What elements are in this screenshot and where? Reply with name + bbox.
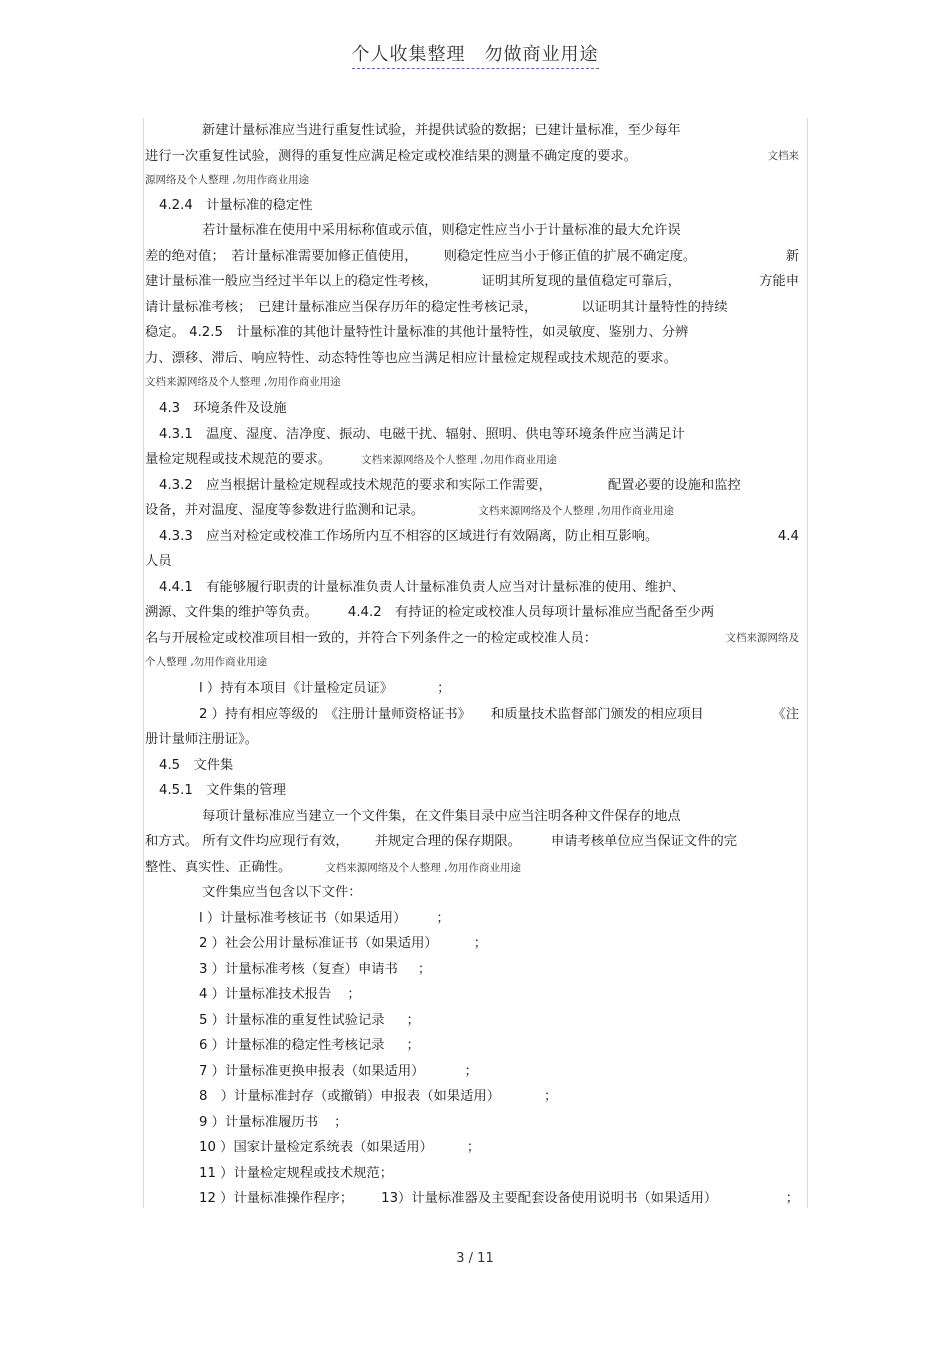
section-heading [145,549,805,575]
heading-text: 人员 [145,554,172,569]
paragraph-text: 进行一次重复性试验，测得的重复性应满足检定或校准结果的测量不确定度的要求。 [145,148,637,164]
source-note: 文档来源网络及 [725,631,799,644]
text-line [145,269,805,295]
list-item-sep: ； [406,1038,420,1053]
text-line [145,218,805,244]
paragraph-text: 4.3.2 应当根据计量检定规程或技术规范的要求和实际工作需要， [159,477,552,493]
text-line [145,473,805,499]
section-heading [145,193,805,219]
paragraph-text: 名与开展检定或校准项目相一致的，并符合下列条件之一的检定或校准人员： [145,630,598,646]
list-item-sep: ； [436,910,450,926]
list-item [145,1161,805,1187]
paragraph-text: 证明其所复现的量值稳定可靠后， [481,274,681,289]
heading-text: 4.5 文件集 [159,757,234,773]
header-text: 个人收集整理 勿做商业用途 [352,44,599,69]
list-item-text: 8 ）计量标准封存（或撤销）申报表（如果适用） [199,1089,500,1104]
list-item-sep: ； [464,1063,478,1079]
paragraph-text: 申请考核单位应当保证文件的完 [550,834,738,849]
paragraph-text: 配置必要的设施和监控 [607,477,741,493]
section-number: 4.4 [777,528,799,544]
source-note: 源网络及个人整理 ,勿用作商业用途 [145,174,310,186]
paragraph-text: 则稳定性应当小于修正值的扩展不确定度。 [443,248,697,264]
list-item-text: 12 ）计量标准操作程序； [199,1191,354,1206]
source-note: 个人整理 ,勿用作商业用途 [145,656,268,668]
text-line [145,320,805,346]
list-item-sep: ； [785,1191,799,1206]
list-item-sep: ； [417,961,432,977]
list-item-sep: ； [334,1114,348,1130]
section-heading [145,753,805,779]
list-item-text: 11 ）计量检定规程或技术规范； [199,1165,394,1181]
source-note: 文档来源网络及个人整理 ,勿用作商业用途 [361,454,557,466]
list-item-text: l ）持有本项目《计量检定员证》 [199,680,394,696]
list-item-sep: ； [347,987,361,1002]
list-item [145,957,805,983]
file-list [145,906,805,1187]
paragraph-text: 4.3.1 温度、湿度、洁净度、振动、电磁干扰、辐射、照明、供电等环境条件应当满足计 [159,426,685,442]
source-note: 文档来源网络及个人整理 ,勿用作商业用途 [478,505,674,517]
list-item [145,906,805,932]
paragraph-text: 稳定。 4.2.5 计量标准的其他计量特性计量标准的其他计量特性，如灵敏度、鉴别力、分辨 [145,325,689,340]
paragraph-text: 整性、真实性、正确性。 [145,859,292,875]
text-line [145,727,805,753]
text-line [145,295,805,321]
page-header [0,40,950,66]
text-line [145,447,805,473]
source-note: 文档来源网络及个人整理 ,勿用作商业用途 [325,861,521,874]
list-item [145,1059,805,1085]
text-line [145,804,805,830]
paragraph-text: 4.4.1 有能够履行职责的计量标准负责人计量标准负责人应当对计量标准的使用、维护、 [159,579,685,595]
list-item [145,931,805,957]
list-item-text: 册计量师注册证》。 [145,732,259,747]
text-line [145,498,805,524]
heading-text: 4.3 环境条件及设施 [159,400,287,416]
paragraph-text: 新 [785,248,799,264]
paragraph-text: 力、漂移、滞后、响应特性、动态特性等也应当满足相应计量检定规程或技术规范的要求。 [145,350,677,366]
list-item-sep: ； [473,936,488,951]
paragraph-text: 并规定合理的保存期限。 [374,834,521,849]
heading-text: 4.5.1 文件集的管理 [159,783,286,798]
source-note: 文档来源网络及个人整理 ,勿用作商业用途 [145,376,341,388]
list-item-sep: ； [544,1089,558,1104]
list-item-text: 4 ）计量标准技术报告 [199,987,332,1002]
paragraph-text: 差的绝对值； 若计量标准需要加修正值使用， [145,248,418,264]
list-item-text: 和质量技术监督部门颁发的相应项目 [490,706,704,722]
list-item-text: 2 ）持有相应等级的 《注册计量师资格证书》 [199,706,471,722]
text-line [145,346,805,372]
left-margin-line [143,118,144,1208]
list-item [145,1033,805,1059]
list-item-text: 《注 [772,706,799,722]
list-item-text: 7 ）计量标准更换申报表（如果适用） [199,1063,425,1079]
text-line [145,626,805,652]
list-item-text: 13）计量标准器及主要配套设备使用说明书（如果适用） [381,1191,718,1206]
list-item-text: 5 ）计量标准的重复性试验记录 [199,1012,385,1028]
document-body [145,118,805,1212]
text-line [145,855,805,881]
list-item [145,1186,805,1212]
list-item-text: l ）计量标准考核证书（如果适用） [199,910,407,926]
list-item [145,982,805,1008]
list-item [145,1110,805,1136]
paragraph-text: 新建计量标准应当进行重复性试验，并提供试验的数据；已建计量标准，至少每年 [202,123,681,138]
list-item-text: 3 ）计量标准考核（复查）申请书 [199,961,398,977]
paragraph-text: 文件集应当包含以下文件： [202,885,362,900]
page-number: 3 / 11 [456,1251,494,1266]
paragraph-text: 溯源、文件集的维护等负责。 [145,605,318,620]
text-line [145,600,805,626]
paragraph-text: 每项计量标准应当建立一个文件集，在文件集目录中应当注明各种文件保存的地点 [202,808,681,824]
paragraph-text: 和方式。 所有文件均应现行有效， [145,834,349,849]
paragraph-text: 4.4.2 有持证的检定或校准人员每项计量标准应当配备至少两 [347,605,715,620]
list-item [145,1135,805,1161]
list-item [145,675,805,702]
paragraph-text: 设备，并对温度、湿度等参数进行监测和记录。 [145,503,425,518]
paragraph-text: 建计量标准一般应当经过半年以上的稳定性考核， [145,274,438,289]
list-item-text: 6 ）计量标准的稳定性考核记录 [199,1038,385,1053]
text-line [145,169,805,193]
list-item-sep: ； [466,1140,481,1155]
text-line [145,880,805,906]
section-heading [145,395,805,422]
paragraph-text: 方能申 [759,274,799,289]
paragraph-text: 若计量标准在使用中采用标称值或示值，则稳定性应当小于计量标准的最大允许误 [202,223,681,238]
paragraph-text: 以证明其计量特性的持续 [581,299,728,315]
list-item-text: 9 ）计量标准履历书 [199,1114,319,1130]
list-item-sep: ； [406,1012,420,1028]
heading-text: 4.2.4 计量标准的稳定性 [159,197,313,213]
section-heading [145,778,805,804]
text-line [145,118,805,144]
list-item-sep: ； [437,680,451,696]
text-line [145,144,805,170]
text-line [145,371,805,395]
text-line [145,244,805,270]
text-line [145,575,805,601]
text-line [145,524,805,550]
list-item-text: 2 ）社会公用计量标准证书（如果适用） [199,936,438,951]
text-line [145,829,805,855]
paragraph-text: 4.3.3 应当对检定或校准工作场所内互不相容的区域进行有效隔离，防止相互影响。 [159,528,659,544]
list-item [145,1084,805,1110]
list-item-text: 10 ）国家计量检定系统表（如果适用） [199,1140,433,1155]
source-note: 文档来 [767,149,799,162]
text-line [145,651,805,675]
list-item [145,702,805,728]
text-line [145,422,805,448]
right-margin-line [807,118,808,1208]
paragraph-text: 量检定规程或技术规范的要求。 [145,452,332,467]
paragraph-text: 请计量标准考核； 已建计量标准应当保存历年的稳定性考核记录， [145,299,538,315]
list-item [145,1008,805,1034]
